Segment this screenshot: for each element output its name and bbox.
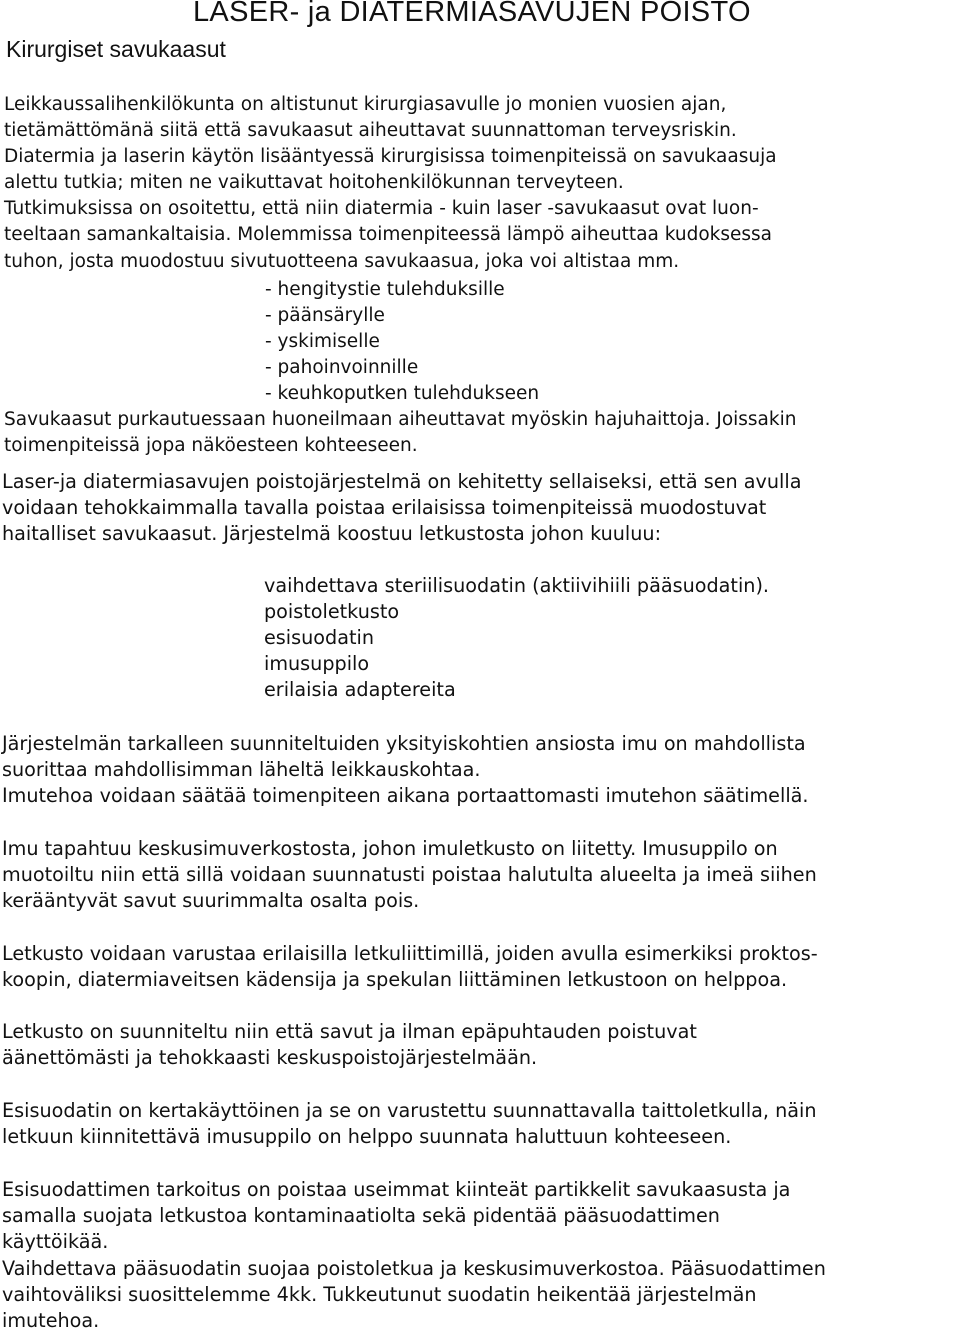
list-item: - päänsärylle [265,305,385,327]
list-item: erilaisia adaptereita [264,677,456,701]
list-item: - yskimiselle [265,331,380,353]
text-line: voidaan tehokkaimmalla tavalla poistaa erilaisissa toimenpiteissä muodostuvat [2,496,767,520]
text-line: koopin, diatermiaveitsen kädensija ja spekulan liittäminen letkustoon on helppoa. [2,968,788,992]
text-line: Leikkaussalihenkilökunta on altistunut kirurgiasavulle jo monien vuosien ajan, [4,94,727,115]
text-line: Letkusto voidaan varustaa erilaisilla letkuliittimillä, joiden avulla esimerkiksi proktos- [2,942,818,965]
text-line: Imu tapahtuu keskusimuverkostosta, johon imuletkusto on liitetty. Imusuppilo on [2,837,778,860]
list-item: poistoletkusto [264,599,400,623]
text-line: äänettömästi ja tehokkaasti keskuspoistojärjestelmään. [2,1046,538,1070]
component-list [264,573,769,703]
paragraph-central-suction [2,836,957,915]
paragraph-suction-control [2,731,957,810]
text-line: kerääntyvät savut suurimmalta osalta pois. [2,889,420,913]
text-line: Letkusto on suunniteltu niin että savut ja ilman epäpuhtauden poistuvat [2,1020,697,1043]
hazard-list [265,277,539,407]
paragraph-prefilter [2,1098,957,1150]
list-item: imusuppilo [264,651,370,675]
text-line: tietämättömänä siitä että savukaasut aiheuttavat suunnattoman terveysriskin. [4,120,737,142]
list-item: esisuodatin [264,625,374,649]
text-line: vaihtoväliksi suosittelemme 4kk. Tukkeutunut suodatin heikentää järjestelmän [2,1282,757,1306]
text-line: tuhon, josta muodostuu sivutuotteena savukaasua, joka voi altistaa mm. [4,250,680,272]
text-line: Vaihdettava pääsuodatin suojaa poistoletkua ja keskusimuverkostoa. Pääsuodattimen [2,1256,826,1280]
list-item: - hengitystie tulehduksille [265,279,505,300]
text-line: Tutkimuksissa on osoitettu, että niin diatermia - kuin laser -savukaasut ovat luon- [4,198,759,220]
list-item: - keuhkoputken tulehdukseen [265,383,540,405]
text-line: Järjestelmän tarkalleen suunniteltuiden yksityiskohtien ansiosta imu on mahdollista [2,732,806,755]
text-line: Imutehoa voidaan säätää toimenpiteen aikana portaattomasti imutehon säätimellä. [2,784,809,808]
document-title: LASER- ja DIATERMIASAVUJEN POISTO [193,0,751,28]
text-line: käyttöikää. [2,1230,109,1254]
text-line: muotoiltu niin että sillä voidaan suunnatusti poistaa halutulta alueelta ja imeä siihen [2,863,817,887]
text-line: toimenpiteissä jopa näköesteen kohteeseen. [4,435,418,457]
text-line: alettu tutkia; miten ne vaikuttavat hoitohenkilökunnan terveyteen. [4,172,624,194]
list-item: - pahoinvoinnille [265,357,419,379]
paragraph-main-filter [2,1177,957,1334]
intro-paragraph [4,92,959,275]
text-line: Esisuodattimen tarkoitus on poistaa useimmat kiinteät partikkelit savukaasusta ja [2,1178,791,1201]
text-line: samalla suojata letkustoa kontaminaatiolta sekä pidentää pääsuodattimen [2,1204,720,1228]
paragraph-connectors [2,941,957,993]
system-intro-paragraph [2,469,957,548]
text-line: suorittaa mahdollisimman läheltä leikkauskohtaa. [2,758,481,782]
text-line: Diatermia ja laserin käytön lisääntyessä kirurgisissa toimenpiteissä on savukaasuja [4,146,777,168]
text-line: Laser-ja diatermiasavujen poistojärjestelmä on kehitetty sellaiseksi, että sen avulla [2,470,802,493]
text-line: teeltaan samankaltaisia. Molemmissa toimenpiteessä lämpö aiheuttaa kudoksessa [4,224,773,246]
paragraph-quiet-operation [2,1019,957,1071]
text-line: Esisuodatin on kertakäyttöinen ja se on varustettu suunnattavalla taittoletkulla, näin [2,1099,817,1122]
text-line: haitalliset savukaasut. Järjestelmä koostuu letkustosta johon kuuluu: [2,522,662,546]
text-line: Savukaasut purkautuessaan huoneilmaan aiheuttavat myöskin hajuhaittoja. Joissakin [4,409,797,430]
text-line: letkuun kiinnitettävä imusuppilo on helppo suunnata haluttuun kohteeseen. [2,1125,732,1149]
list-item: vaihdettava steriilisuodatin (aktiivihiili pääsuodatin). [264,574,770,597]
text-line: imutehoa. [2,1309,100,1333]
document-subtitle: Kirurgiset savukaasut [6,36,226,62]
odor-paragraph [4,407,959,459]
